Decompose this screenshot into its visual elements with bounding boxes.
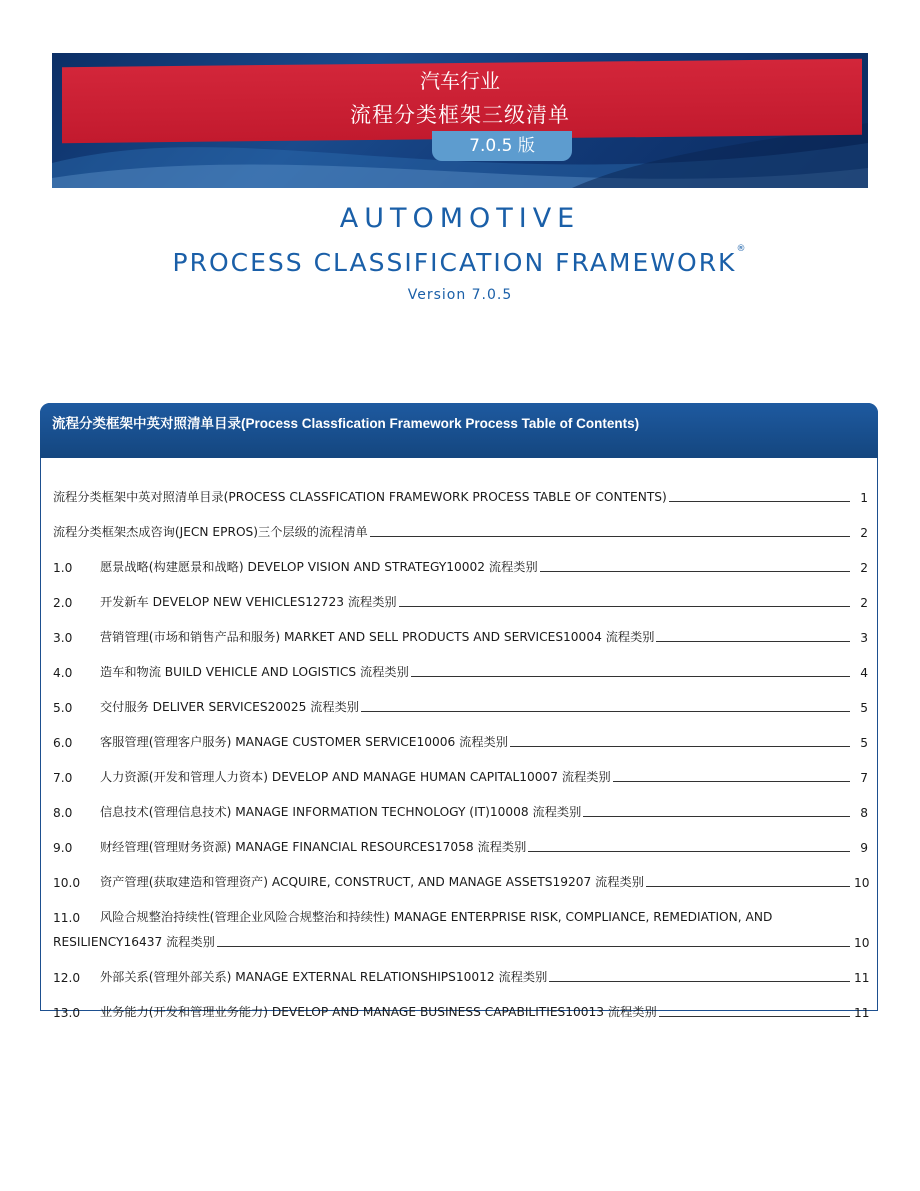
toc-entry-page: 10	[854, 936, 870, 950]
toc-entry-number: 7.0	[53, 771, 73, 785]
toc-entry-label: 流程分类框架中英对照清单目录(PROCESS CLASSFICATION FRAMEWORK PROCESS TABLE OF CONTENTS)	[53, 490, 667, 504]
toc-entry-first-line	[53, 900, 868, 925]
toc-entry-label: 交付服务 DELIVER SERVICES20025 流程类别	[100, 700, 359, 714]
toc-entry[interactable]	[53, 715, 868, 750]
toc-entry-page: 2	[860, 561, 868, 575]
banner-industry: 汽车行业	[420, 69, 500, 93]
toc-entry[interactable]	[53, 985, 868, 1020]
toc-entry[interactable]	[53, 505, 868, 540]
toc-entry-number: 9.0	[53, 841, 73, 855]
toc-leader	[399, 606, 850, 607]
toc-leader	[217, 946, 850, 947]
toc-entry-label: 流程分类框架杰成咨询(JECN EPROS)三个层级的流程清单	[53, 525, 368, 539]
toc-entry-label: 外部关系(管理外部关系) MANAGE EXTERNAL RELATIONSHIPS10012 流程类别	[100, 970, 548, 984]
toc-leader	[549, 981, 850, 982]
title-version: Version 7.0.5	[407, 287, 513, 303]
toc-leader	[646, 886, 850, 887]
toc-entry[interactable]	[53, 785, 868, 820]
toc-entry-number: 2.0	[53, 596, 73, 610]
registered-mark: ®	[736, 244, 748, 254]
toc-entry-number: 8.0	[53, 806, 73, 820]
toc-header	[40, 403, 878, 458]
toc-entry[interactable]	[53, 680, 868, 715]
toc-entry-page: 5	[860, 701, 868, 715]
toc-leader	[528, 851, 850, 852]
toc-entry-number: 10.0	[53, 876, 81, 890]
toc-entry-number: 3.0	[53, 631, 73, 645]
toc-leader	[411, 676, 850, 677]
toc-entry-page: 2	[860, 596, 868, 610]
toc-entry-number: 11.0	[53, 911, 81, 925]
toc-entry-page: 9	[860, 841, 868, 855]
toc-entry-label: 财经管理(管理财务资源) MANAGE FINANCIAL RESOURCES17058 流程类别	[100, 840, 527, 854]
toc-entry-number: 4.0	[53, 666, 73, 680]
toc-entry[interactable]	[53, 470, 868, 505]
toc-entry-label: 业务能力(开发和管理业务能力) DEVELOP AND MANAGE BUSINESS CAPABILITIES10013 流程类别	[100, 1005, 657, 1019]
toc-entry[interactable]	[53, 540, 868, 575]
toc-entry-label: 愿景战略(构建愿景和战略) DEVELOP VISION AND STRATEGY10002 流程类别	[100, 560, 538, 574]
title-automotive: AUTOMOTIVE	[339, 203, 581, 234]
banner-version-badge: 7.0.5 版	[432, 131, 572, 161]
toc-entry-label: 信息技术(管理信息技术) MANAGE INFORMATION TECHNOLOGY (IT)10008 流程类别	[100, 805, 582, 819]
toc-entry[interactable]	[53, 575, 868, 610]
toc-entry[interactable]	[53, 610, 868, 645]
toc-leader	[540, 571, 850, 572]
toc-entry-page: 11	[854, 971, 870, 985]
toc-leader	[510, 746, 850, 747]
toc-panel	[40, 403, 878, 1020]
toc-entry-page: 5	[860, 736, 868, 750]
title-framework-text: PROCESS CLASSIFICATION FRAMEWORK	[172, 248, 737, 277]
toc-entry[interactable]	[53, 950, 868, 985]
toc-entry-second-line	[53, 925, 868, 950]
toc-entry-page: 2	[860, 526, 868, 540]
toc-leader	[361, 711, 850, 712]
toc-entry-page: 4	[860, 666, 868, 680]
toc-entry[interactable]	[53, 855, 868, 890]
toc-entry-label: 资产管理(获取建造和管理资产) ACQUIRE, CONSTRUCT, AND MANAGE ASSETS19207 流程类别	[100, 875, 644, 889]
toc-entry-number: 12.0	[53, 971, 81, 985]
toc-entry-page: 1	[860, 491, 868, 505]
toc-leader	[583, 816, 850, 817]
toc-entry[interactable]	[53, 820, 868, 855]
toc-header-title: 流程分类框架中英对照清单目录(Process Classfication Framework Process Table of Contents)	[52, 416, 640, 431]
toc-entry-label: 营销管理(市场和销售产品和服务) MARKET AND SELL PRODUCTS AND SERVICES10004 流程类别	[100, 630, 655, 644]
toc-entry-number: 13.0	[53, 1006, 81, 1020]
toc-entry-number: 5.0	[53, 701, 73, 715]
toc-entry-number: 6.0	[53, 736, 73, 750]
toc-leader	[613, 781, 850, 782]
toc-leader	[659, 1016, 850, 1017]
toc-entry[interactable]	[53, 890, 868, 950]
toc-entry-page: 3	[860, 631, 868, 645]
toc-list	[53, 470, 868, 1020]
toc-entry-label-continued: RESILIENCY16437 流程类别	[53, 935, 215, 949]
toc-leader	[669, 501, 850, 502]
toc-entry-number: 1.0	[53, 561, 73, 575]
toc-entry[interactable]	[53, 645, 868, 680]
toc-entry-page: 8	[860, 806, 868, 820]
toc-entry-label: 造车和物流 BUILD VEHICLE AND LOGISTICS 流程类别	[100, 665, 409, 679]
toc-entry-label: 风险合规整治持续性(管理企业风险合规整治和持续性) MANAGE ENTERPRISE RISK, COMPLIANCE, REMEDIATION, AND	[100, 910, 773, 924]
toc-entry[interactable]	[53, 750, 868, 785]
toc-leader	[370, 536, 850, 537]
title-framework	[0, 244, 920, 277]
banner-title: 流程分类框架三级清单	[350, 103, 570, 127]
toc-entry-page: 11	[854, 1006, 870, 1020]
toc-leader	[656, 641, 850, 642]
toc-entry-page: 7	[860, 771, 868, 785]
toc-entry-label: 开发新车 DEVELOP NEW VEHICLES12723 流程类别	[100, 595, 397, 609]
toc-entry-label: 人力资源(开发和管理人力资本) DEVELOP AND MANAGE HUMAN CAPITAL10007 流程类别	[100, 770, 611, 784]
cover-banner	[52, 53, 868, 188]
toc-entry-page: 10	[854, 876, 870, 890]
toc-entry-label: 客服管理(管理客户服务) MANAGE CUSTOMER SERVICE10006 流程类别	[100, 735, 508, 749]
